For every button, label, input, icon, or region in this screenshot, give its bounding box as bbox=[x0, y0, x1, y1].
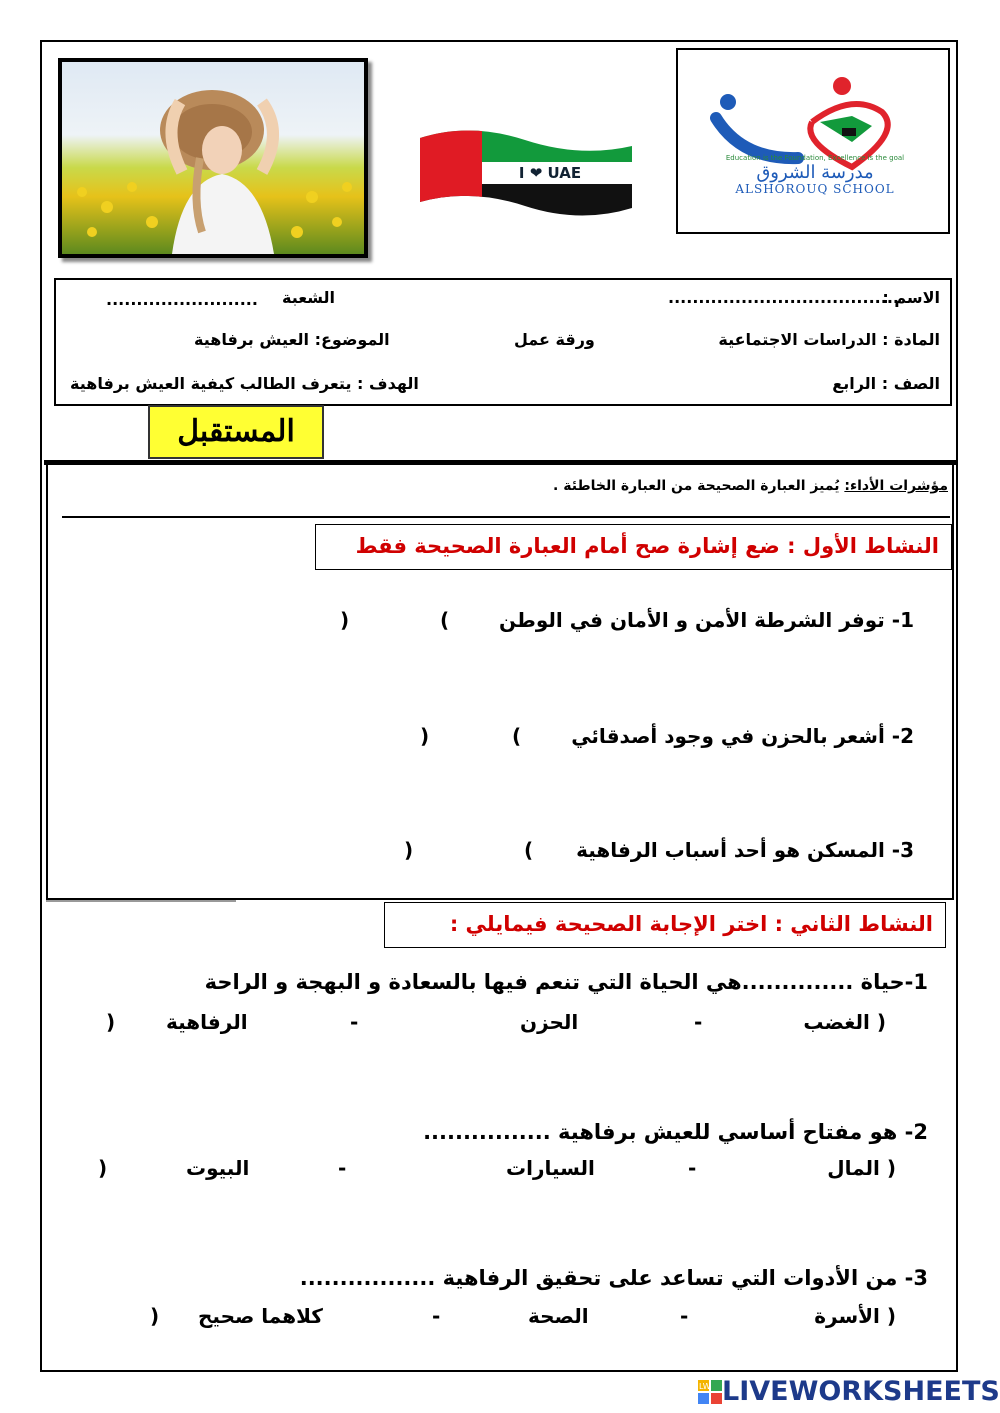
indicators-label: مؤشرات الأداء: bbox=[844, 478, 948, 494]
section-field[interactable]: ......................... bbox=[106, 290, 258, 309]
activity1-item-1-open: ( bbox=[440, 608, 450, 632]
q2-option-cars[interactable]: السيارات bbox=[506, 1156, 595, 1180]
q1-option-anger[interactable]: ( الغضب bbox=[803, 1010, 886, 1034]
logo-mark: LW bbox=[699, 1382, 711, 1391]
activity1-item-1-answer[interactable] bbox=[362, 608, 436, 636]
q3-option-both[interactable]: كلاهما صحيح bbox=[198, 1304, 323, 1328]
q2-separator-1: - bbox=[688, 1156, 697, 1180]
activity1-item-3-answer[interactable] bbox=[428, 838, 520, 866]
q3-option-health[interactable]: الصحة bbox=[528, 1304, 589, 1328]
q3-option-family[interactable]: ( الأسرة bbox=[814, 1304, 896, 1328]
q3-close-paren: ) bbox=[150, 1304, 160, 1328]
uae-flag bbox=[420, 128, 632, 216]
subject-text: المادة : الدراسات الاجتماعية bbox=[718, 330, 940, 349]
header-photo bbox=[58, 58, 368, 258]
goal-text: الهدف : يتعرف الطالب كيفية العيش برفاهية bbox=[70, 374, 419, 393]
activity1-item-3: 3- المسكن هو أحد أسباب الرفاهية bbox=[576, 838, 914, 862]
activity1-item-3-open: ( bbox=[524, 838, 534, 862]
q1-close-paren: ) bbox=[106, 1010, 116, 1034]
activity1-item-2-open: ( bbox=[512, 724, 522, 748]
activity1-item-2: 2- أشعر بالحزن في وجود أصدقائي bbox=[571, 724, 914, 748]
flag-text: I ❤ UAE bbox=[518, 164, 582, 182]
indicators-text: يُميز العبارة الصحيحة من العبارة الخاطئة . bbox=[553, 478, 845, 494]
liveworksheets-brand: LIVEWORKSHEETS bbox=[722, 1376, 1000, 1407]
school-logo-box bbox=[676, 48, 950, 234]
liveworksheets-logo-icon bbox=[698, 1380, 722, 1404]
q3-separator-2: - bbox=[432, 1304, 441, 1328]
activity2-question-1: 1-حياة ..............هي الحياة التي تنعم فيها بالسعادة و البهجة و الراحة bbox=[204, 970, 928, 994]
q2-separator-2: - bbox=[338, 1156, 347, 1180]
activity2-question-2: 2- هو مفتاح أساسي للعيش برفاهية ................ bbox=[423, 1120, 928, 1144]
activity1-title: النشاط الأول : ضع إشارة صح أمام العبارة الصحيحة فقط bbox=[315, 524, 952, 570]
activity1-item-1-close: ) bbox=[340, 608, 350, 632]
activity1-item-3-close: ) bbox=[404, 838, 414, 862]
name-label: الاسم : bbox=[882, 288, 940, 307]
future-badge: المستقبل bbox=[148, 405, 324, 459]
section-label: الشعبة bbox=[282, 288, 336, 307]
performance-indicators bbox=[553, 478, 948, 494]
q2-close-paren: ) bbox=[98, 1156, 108, 1180]
q3-separator-1: - bbox=[680, 1304, 689, 1328]
logo-name-en: ALSHOROUQ SCHOOL bbox=[735, 182, 895, 196]
sheet-type-text: ورقة عمل bbox=[514, 330, 595, 349]
q1-option-welfare[interactable]: الرفاهية bbox=[166, 1010, 248, 1034]
activity2-question-3: 3- من الأدوات التي تساعد على تحقيق الرفاهية ................. bbox=[299, 1266, 928, 1290]
woman-in-field-image bbox=[62, 62, 364, 254]
grade-text: الصف : الرابع bbox=[832, 374, 940, 393]
divider-faint bbox=[46, 900, 236, 902]
q2-option-houses[interactable]: البيوت bbox=[186, 1156, 250, 1180]
activity1-item-2-answer[interactable] bbox=[444, 724, 508, 752]
activity1-item-1: 1- توفر الشرطة الأمن و الأمان في الوطن bbox=[498, 608, 914, 632]
activity1-item-2-close: ) bbox=[420, 724, 430, 748]
activity2-title: النشاط الثاني : اختر الإجابة الصحيحة فيمايلي : bbox=[384, 902, 946, 948]
name-field[interactable]: ...................................... bbox=[668, 288, 899, 307]
q2-option-money[interactable]: ( المال bbox=[827, 1156, 896, 1180]
logo-tagline: Education is the Foundation, Excellence is the goal bbox=[725, 154, 905, 162]
topic-text: الموضوع: العيش برفاهية bbox=[194, 330, 390, 349]
q1-separator-2: - bbox=[350, 1010, 359, 1034]
q1-separator-1: - bbox=[694, 1010, 703, 1034]
logo-name-ar: مدرسة الشروق bbox=[756, 162, 874, 183]
q1-option-sadness[interactable]: الحزن bbox=[520, 1010, 579, 1034]
divider-line bbox=[62, 516, 950, 518]
